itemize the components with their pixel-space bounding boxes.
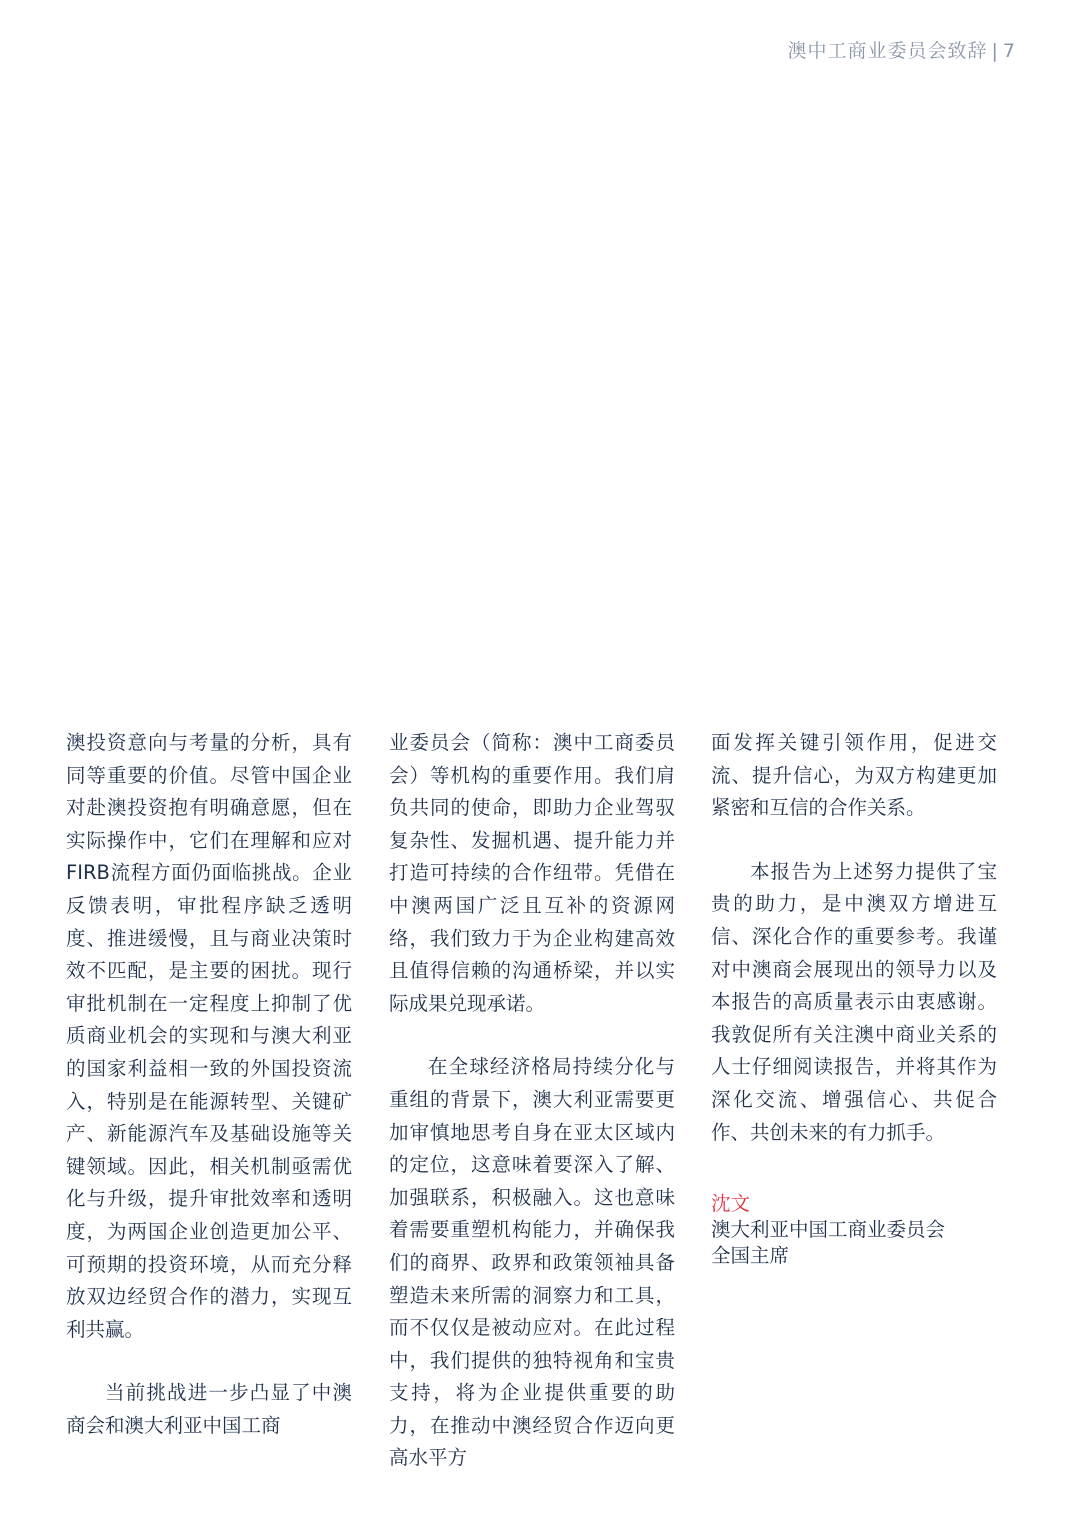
column-3-paragraph-2: 本报告为上述努力提供了宝贵的助力，是中澳双方增进互信、深化合作的重要参考。我谨对中澳商会展现出的领导力以及本报告的高质量表示由衷感谢。我敦促所有关注澳中商业关系的人士仔细阅读报告，并将其作为深化交流、增强信心、共促合作、共创未来的有力抓手。 — [711, 859, 997, 1144]
column-2-paragraph-2: 在全球经济格局持续分化与重组的背景下，澳大利亚需要更加审慎地思考自身在亚太区域内的定位，这意味着要深入了解、加强联系，积极融入。这也意味着需要重塑机构能力，并确保我们的商界、政界和政策领袖具备塑造未来所需的洞察力和工具，而不仅仅是被动应对。在此过程中，我们提供的独特视角和宝贵支持，将为企业提供重要的助力，在推动中澳经贸合作迈向更高水平方 — [389, 1055, 675, 1470]
section-title: 澳中工商业委员会致辞 — [787, 40, 988, 62]
column-3-paragraph-1: 面发挥关键引领作用，促进交流、提升信心，为双方构建更加紧密和互信的合作关系。 — [711, 731, 997, 820]
column-2-paragraph-1: 业委员会（简称：澳中工商委员会）等机构的重要作用。我们肩负共同的使命，即助力企业驾驭复杂性、发掘机遇、提升能力并打造可持续的合作纽带。凭借在中澳两国广泛且互补的资源网络，我们致力于为企业构建高效且值得信赖的沟通桥梁，并以实际成果兑现承诺。 — [389, 731, 675, 1015]
signature-block — [711, 1191, 997, 1269]
signatory-organization: 澳大利亚中国工商业委员会 — [711, 1218, 946, 1242]
column-1-paragraph-1: 澳投资意向与考量的分析，具有同等重要的价值。尽管中国企业对赴澳投资抱有明确意愿，但在实际操作中，它们在理解和应对FIRB流程方面仍面临挑战。企业反馈表明，审批程序缺乏透明度、推进缓慢，且与商业决策时效不匹配，是主要的困扰。现行审批机制在一定程度上抑制了优质商业机会的实现和与澳大利亚的国家利益相一致的外国投资流入，特别是在能源转型、关键矿产、新能源汽车及基础设施等关键领域。因此，相关机制亟需优化与升级，提升审批效率和透明度，为两国企业创造更加公平、可预期的投资环境，从而充分释放双边经贸合作的潜力，实现互利共赢。 — [66, 731, 352, 1341]
text-column-2 — [389, 727, 675, 1506]
running-header — [787, 36, 1016, 63]
page-number: 7 — [1002, 40, 1016, 62]
text-column-3 — [711, 727, 997, 1269]
column-1-paragraph-2: 当前挑战进一步凸显了中澳商会和澳大利亚中国工商 — [66, 1381, 352, 1437]
text-column-1 — [66, 727, 352, 1473]
signatory-name: 沈文 — [711, 1192, 751, 1216]
header-separator: | — [991, 40, 999, 62]
signatory-role: 全国主席 — [711, 1244, 790, 1268]
